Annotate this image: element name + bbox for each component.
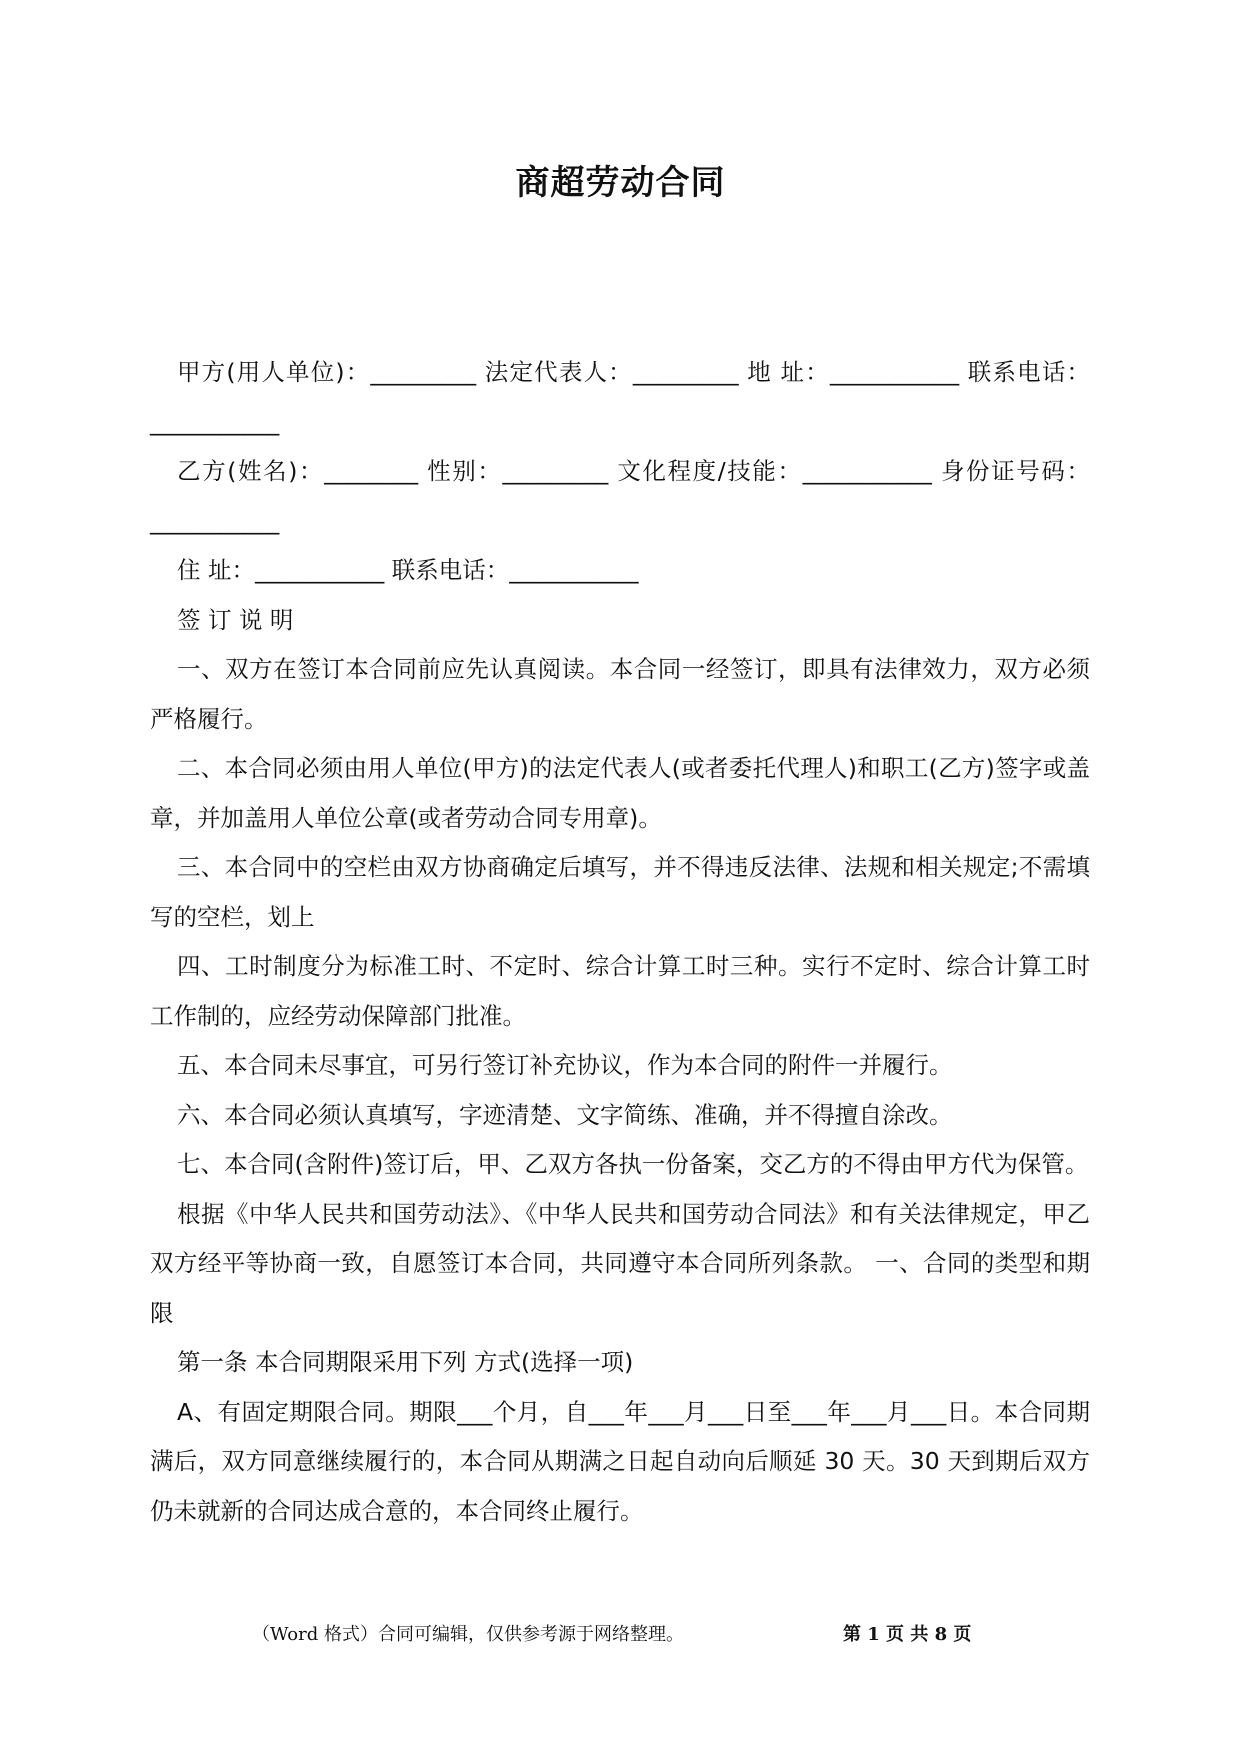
note-item-7: 七、本合同(含附件)签订后，甲、乙双方各执一份备案，交乙方的不得由甲方代为保管。 <box>177 1150 1089 1178</box>
note-item-3: 三、本合同中的空栏由双方协商确定后填写，并不得违反法律、法规和相关规定;不需填写的空栏，划上 <box>150 853 1090 931</box>
party-b-info: 乙方(姓名)：________ 性别：_________ 文化程度/技能：___________ 身份证号码：___________ <box>150 457 1090 535</box>
footer-note: （Word 格式）合同可编辑，仅供参考源于网络整理。 <box>252 1624 684 1645</box>
note-item-6: 六、本合同必须认真填写，字迹清楚、文字简练、准确，并不得擅自涂改。 <box>177 1100 953 1129</box>
document-body <box>150 348 1090 1536</box>
note-item-4: 四、工时制度分为标准工时、不定时、综合计算工时三种。实行不定时、综合计算工时工作制的，应经劳动保障部门批准。 <box>150 952 1090 1030</box>
note-item-5: 五、本合同未尽事宜，可另行签订补充协议，作为本合同的附件一并履行。 <box>177 1051 953 1079</box>
note-item-2: 二、本合同必须由用人单位(甲方)的法定代表人(或者委托代理人)和职工(乙方)签字或盖章，并加盖用人单位公章(或者劳动合同专用章)。 <box>150 754 1090 832</box>
party-a-info: 甲方(用人单位)：_________ 法定代表人：_________ 地 址：___________ 联系电话：___________ <box>150 358 1090 436</box>
document-title: 商超劳动合同 <box>515 163 726 203</box>
page-footer <box>0 1620 1241 1650</box>
page-number: 第 1 页 共 8 页 <box>843 1624 972 1645</box>
article-1-heading: 第一条 本合同期限采用下列 方式(选择一项) <box>177 1348 634 1376</box>
note-item-1: 一、双方在签订本合同前应先认真阅读。本合同一经签订，即具有法律效力，双方必须严格履行。 <box>150 655 1090 733</box>
preamble-paragraph: 根据《中华人民共和国劳动法》、《中华人民共和国劳动合同法》和有关法律规定，甲乙双方经平等协商一致，自愿签订本合同，共同遵守本合同所列条款。 一、合同的类型和期限 <box>150 1199 1091 1327</box>
signing-notes-heading: 签 订 说 明 <box>177 605 294 634</box>
party-b-address: 住 址：___________ 联系电话：___________ <box>177 556 639 584</box>
article-1-option-a: A、有固定期限合同。期限___个月，自___年___月___日至___年___月___日。本合同期满后，双方同意继续履行的，本合同从期满之日起自动向后顺延 30 天。30 天到期后双方仍未就新的合同达成合意的，本合同终止履行。 <box>150 1397 1090 1525</box>
